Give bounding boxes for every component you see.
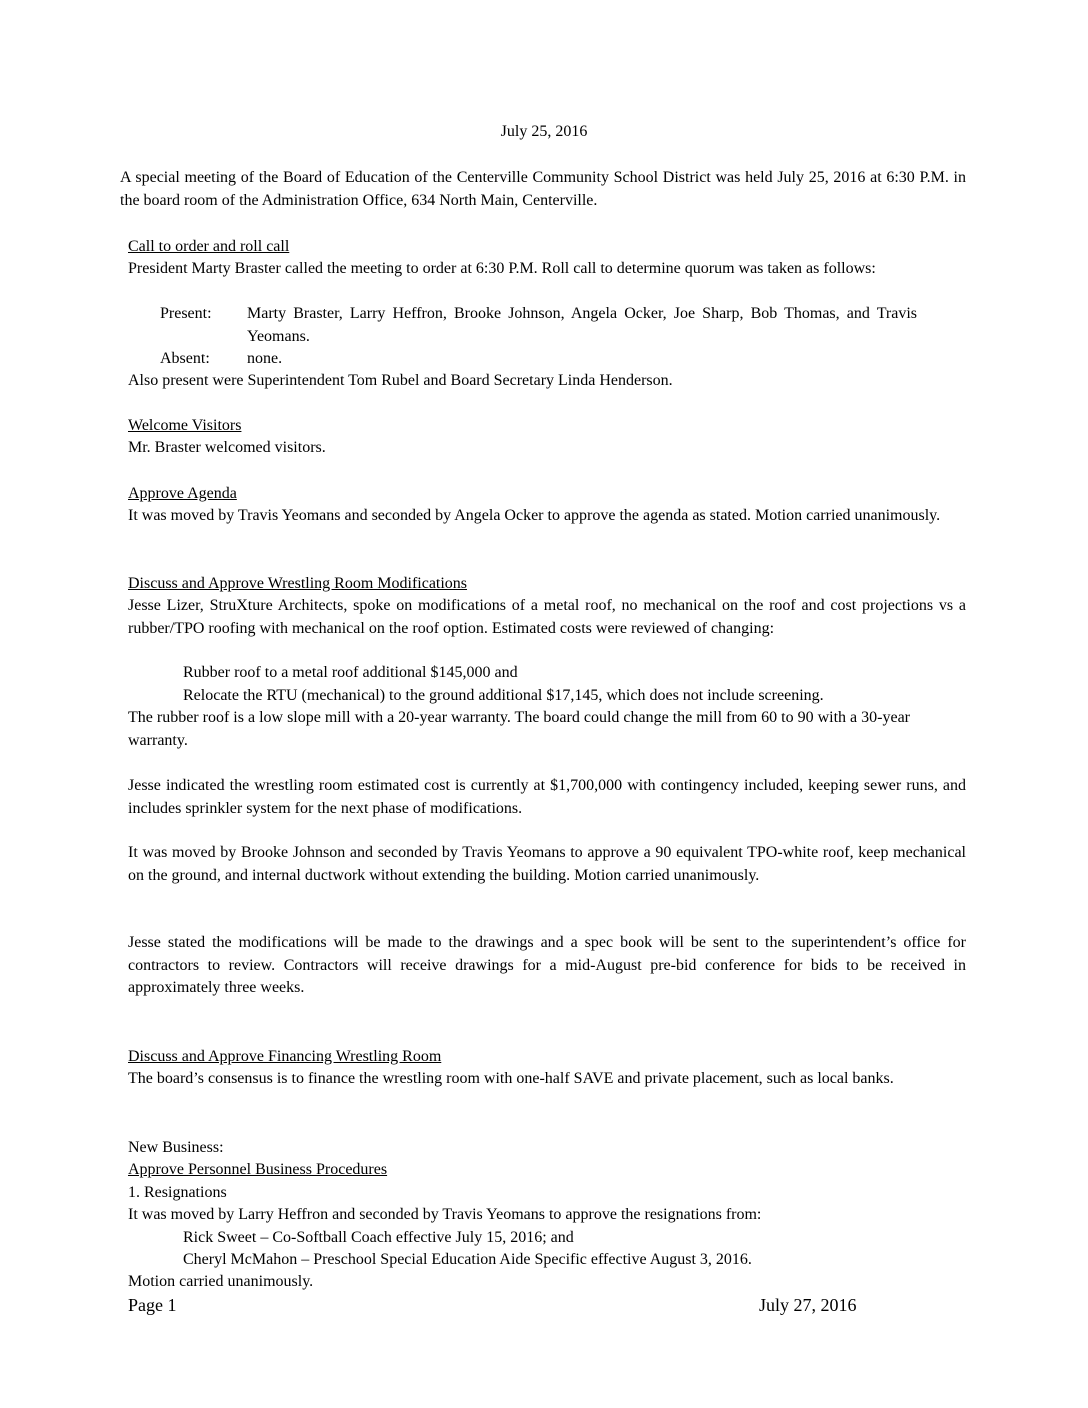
page-number: Page 1 — [128, 1295, 177, 1315]
absent-value: none. — [247, 350, 283, 367]
footer-date: July 27, 2016 — [759, 1295, 857, 1315]
agenda-heading: Approve Agenda — [128, 485, 237, 502]
agenda-text: It was moved by Travis Yeomans and seconded by Angela Ocker to approve the agenda as stated. Motion carried unanimously. — [128, 507, 941, 524]
wrestling-mods-p3: Jesse indicated the wrestling room estimated cost is currently at $1,700,000 with contingency included, keeping sewer runs, and includes sprinkler system for the next phase of modifications. — [128, 777, 966, 817]
wrestling-mods-p4: It was moved by Brooke Johnson and seconded by Travis Yeomans to approve a 90 equivalent TPO-white roof, keep mechanical on the ground, and internal ductwork without extending the building. Motion carried unanimously. — [128, 844, 966, 884]
intro-paragraph: A special meeting of the Board of Education of the Centerville Community School District was held July 25, 2016 at 6:30 P.M. in the board room of the Administration Office, 634 North Main, Centerville. — [120, 169, 966, 209]
financing-text: The board’s consensus is to finance the wrestling room with one-half SAVE and private placement, such as local banks. — [128, 1070, 894, 1087]
present-row — [160, 303, 966, 348]
financing-heading: Discuss and Approve Financing Wrestling Room — [128, 1048, 442, 1065]
call-to-order-text: President Marty Braster called the meeting to order at 6:30 P.M. Roll call to determine quorum was taken as follows: — [128, 260, 876, 277]
resignation-item-2: Cheryl McMahon – Preschool Special Education Aide Specific effective August 3, 2016. — [183, 1251, 752, 1268]
welcome-heading: Welcome Visitors — [128, 417, 242, 434]
welcome-text: Mr. Braster welcomed visitors. — [128, 439, 326, 456]
absent-label: Absent: — [160, 350, 210, 367]
resignation-item-1: Rick Sweet – Co-Softball Coach effective July 15, 2016; and — [183, 1229, 574, 1246]
wrestling-mods-p1: Jesse Lizer, StruXture Architects, spoke on modifications of a metal roof, no mechanical on the roof and cost projections vs a rubber/TPO roofing with mechanical on the roof option. Estimated costs were reviewed of changing: — [128, 597, 966, 637]
also-present-text: Also present were Superintendent Tom Rubel and Board Secretary Linda Henderson. — [128, 372, 673, 389]
cost-item-2: Relocate the RTU (mechanical) to the ground additional $17,145, which does not include screening. — [183, 687, 824, 704]
wrestling-mods-heading: Discuss and Approve Wrestling Room Modifications — [128, 575, 468, 592]
call-to-order-heading: Call to order and roll call — [128, 238, 290, 255]
personnel-heading: Approve Personnel Business Procedures — [128, 1161, 388, 1178]
absent-row — [160, 348, 966, 371]
resignations-motion: Motion carried unanimously. — [128, 1273, 314, 1290]
wrestling-mods-p2: The rubber roof is a low slope mill with a 20-year warranty. The board could change the mill from 60 to 90 with a 30-year warranty. — [128, 709, 910, 749]
resignations-list-item: 1. Resignations — [128, 1184, 227, 1201]
present-value: Marty Braster, Larry Heffron, Brooke Johnson, Angela Ocker, Joe Sharp, Bob Thomas, and Travis Yeomans. — [247, 305, 917, 345]
cost-item-1: Rubber roof to a metal roof additional $145,000 and — [183, 664, 518, 681]
wrestling-mods-p5: Jesse stated the modifications will be made to the drawings and a spec book will be sent to the superintendent’s office for contractors to review. Contractors will receive drawings for a mid-August pre-bid conference for bids to be received in approximately three weeks. — [128, 934, 966, 996]
resignations-text: It was moved by Larry Heffron and seconded by Travis Yeomans to approve the resignations from: — [128, 1206, 762, 1223]
present-label: Present: — [160, 305, 212, 322]
meeting-date-heading: July 25, 2016 — [500, 123, 588, 140]
new-business-label: New Business: — [128, 1139, 224, 1156]
